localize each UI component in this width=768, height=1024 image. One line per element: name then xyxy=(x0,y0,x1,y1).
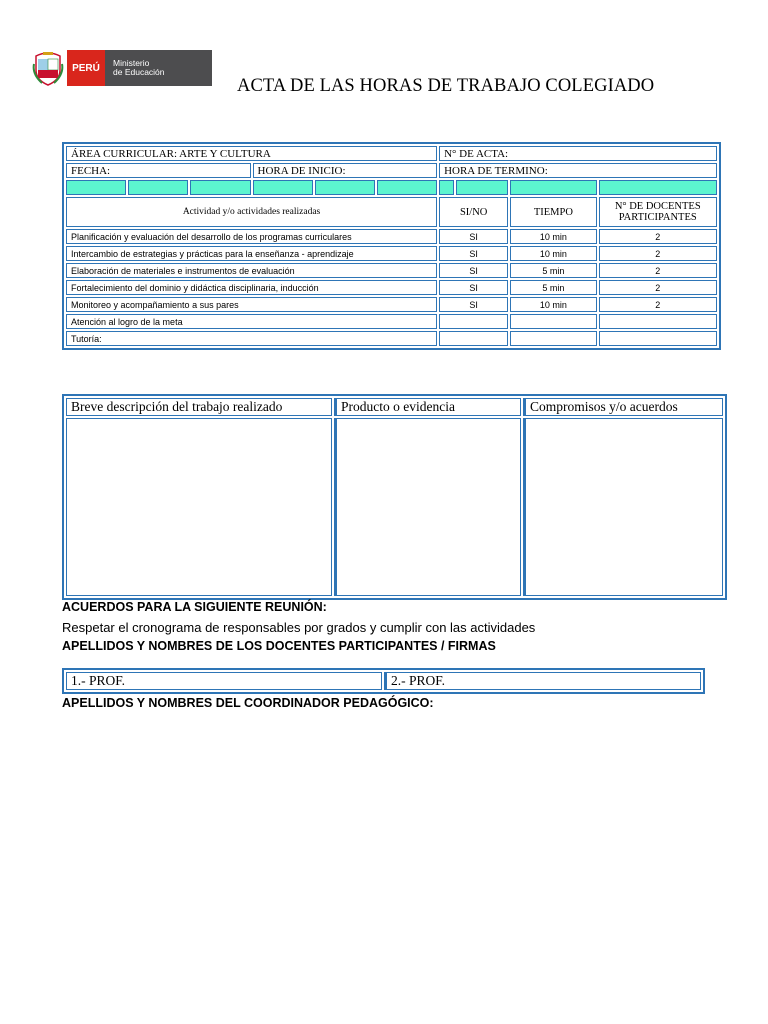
teal-cell[interactable] xyxy=(128,180,188,195)
teal-cell[interactable] xyxy=(439,180,454,195)
tiempo-cell[interactable] xyxy=(510,314,596,329)
col-header-producto: Producto o evidencia xyxy=(334,398,521,416)
tiempo-cell[interactable]: 5 min xyxy=(510,280,596,295)
document-title: ACTA DE LAS HORAS DE TRABAJO COLEGIADO xyxy=(237,76,655,96)
table-row xyxy=(66,297,717,312)
tiempo-cell[interactable]: 10 min xyxy=(510,246,596,261)
logo-ministry-line2: de Educación xyxy=(113,67,165,77)
table-row xyxy=(66,314,717,329)
table-row xyxy=(66,331,717,346)
logo-ministry xyxy=(105,50,212,86)
acuerdos-text: Respetar el cronograma de responsables por grados y cumplir con las actividades xyxy=(62,620,536,635)
docentes-cell[interactable]: 2 xyxy=(599,280,718,295)
tiempo-cell[interactable]: 5 min xyxy=(510,263,596,278)
activity-cell: Fortalecimiento del dominio y didáctica disciplinaria, inducción xyxy=(66,280,437,295)
table-row xyxy=(66,246,717,261)
coordinator-heading: APELLIDOS Y NOMBRES DEL COORDINADOR PEDAGÓGICO: xyxy=(62,696,434,710)
docentes-cell[interactable]: 2 xyxy=(599,246,718,261)
col-header-compromisos: Compromisos y/o acuerdos xyxy=(523,398,723,416)
activity-cell: Planificación y evaluación del desarrollo de los programas curriculares xyxy=(66,229,437,244)
activity-cell: Elaboración de materiales e instrumentos de evaluación xyxy=(66,263,437,278)
area-curricular-field[interactable]: ÁREA CURRICULAR: ARTE Y CULTURA xyxy=(66,146,437,161)
col-header-actividad: Actividad y/o actividades realizadas xyxy=(66,197,437,227)
sino-cell[interactable]: SI xyxy=(439,229,508,244)
minedu-logo xyxy=(32,50,212,86)
activity-cell: Monitoreo y acompañamiento a sus pares xyxy=(66,297,437,312)
col-header-docentes: N° DE DOCENTES PARTICIPANTES xyxy=(599,197,718,227)
activities-table xyxy=(62,142,721,350)
hora-inicio-field[interactable]: HORA DE INICIO: xyxy=(253,163,438,178)
teal-cell[interactable] xyxy=(510,180,596,195)
teal-cell[interactable] xyxy=(315,180,375,195)
teal-cell[interactable] xyxy=(190,180,250,195)
sino-cell[interactable]: SI xyxy=(439,280,508,295)
sino-cell[interactable] xyxy=(439,314,508,329)
sino-cell[interactable] xyxy=(439,331,508,346)
teal-cell[interactable] xyxy=(599,180,718,195)
activity-cell: Atención al logro de la meta xyxy=(66,314,437,329)
docentes-cell[interactable] xyxy=(599,331,718,346)
activity-cell: Intercambio de estrategias y prácticas para la enseñanza - aprendizaje xyxy=(66,246,437,261)
sino-cell[interactable]: SI xyxy=(439,246,508,261)
participants-table xyxy=(62,668,705,694)
tiempo-cell[interactable] xyxy=(510,331,596,346)
col-header-tiempo: TIEMPO xyxy=(510,197,596,227)
prof-1-field[interactable]: 1.- PROF. xyxy=(66,672,382,690)
sino-cell[interactable]: SI xyxy=(439,297,508,312)
teal-cell[interactable] xyxy=(253,180,313,195)
teal-input-row xyxy=(66,180,717,195)
sino-cell[interactable]: SI xyxy=(439,263,508,278)
participants-heading: APELLIDOS Y NOMBRES DE LOS DOCENTES PARTICIPANTES / FIRMAS xyxy=(62,639,496,653)
producto-area[interactable] xyxy=(334,418,521,596)
descripcion-area[interactable] xyxy=(66,418,332,596)
peru-coat-of-arms-icon xyxy=(32,50,64,86)
acta-number-field[interactable]: N° DE ACTA: xyxy=(439,146,717,161)
prof-2-field[interactable]: 2.- PROF. xyxy=(384,672,701,690)
table-row xyxy=(66,263,717,278)
table-row xyxy=(66,280,717,295)
activity-cell: Tutoría: xyxy=(66,331,437,346)
tiempo-cell[interactable]: 10 min xyxy=(510,229,596,244)
compromisos-area[interactable] xyxy=(523,418,723,596)
logo-ministry-line1: Ministerio xyxy=(113,58,150,68)
docentes-cell[interactable]: 2 xyxy=(599,229,718,244)
col-header-sino: SI/NO xyxy=(439,197,508,227)
col-header-descripcion: Breve descripción del trabajo realizado xyxy=(66,398,332,416)
fecha-field[interactable]: FECHA: xyxy=(66,163,251,178)
teal-cell[interactable] xyxy=(66,180,126,195)
work-table xyxy=(62,394,727,600)
acuerdos-heading: ACUERDOS PARA LA SIGUIENTE REUNIÓN: xyxy=(62,600,327,614)
logo-country: PERÚ xyxy=(67,50,105,86)
teal-cell[interactable] xyxy=(377,180,437,195)
docentes-cell[interactable]: 2 xyxy=(599,297,718,312)
docentes-cell[interactable] xyxy=(599,314,718,329)
docentes-cell[interactable]: 2 xyxy=(599,263,718,278)
hora-termino-field[interactable]: HORA DE TERMINO: xyxy=(439,163,717,178)
teal-cell[interactable] xyxy=(456,180,508,195)
tiempo-cell[interactable]: 10 min xyxy=(510,297,596,312)
table-row xyxy=(66,229,717,244)
